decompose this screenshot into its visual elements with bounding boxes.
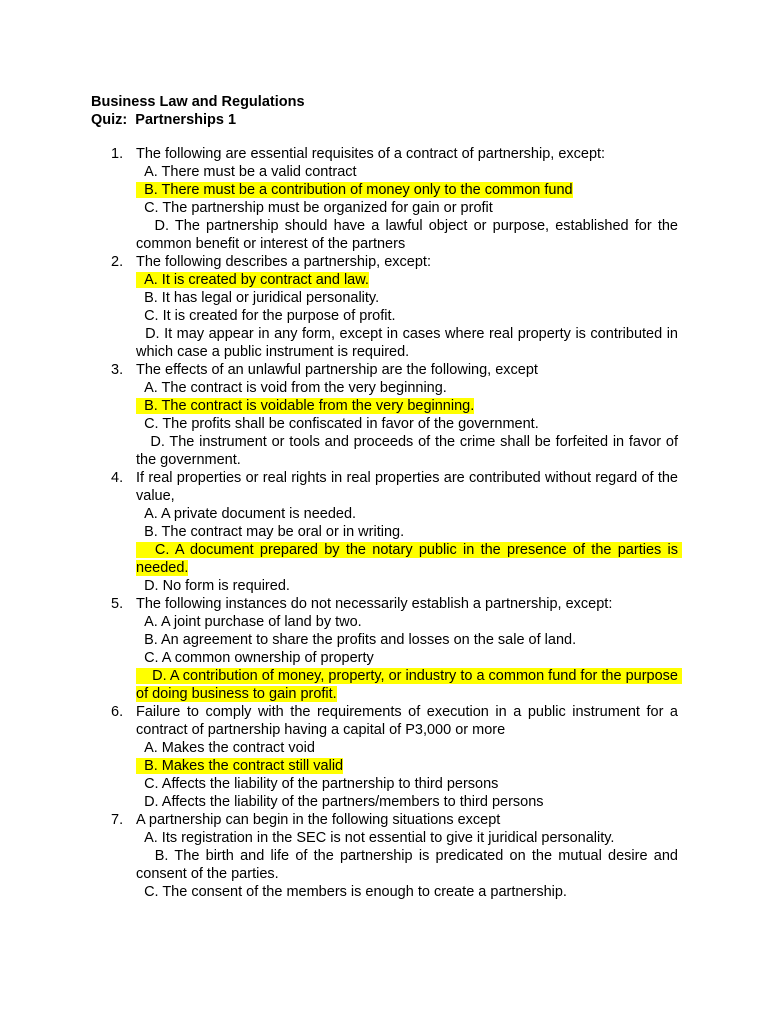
answer-option-text: C. The partnership must be organized for gain or profit	[136, 200, 493, 216]
question-text: The following describes a partnership, except:	[136, 254, 431, 270]
answer-option	[136, 415, 678, 433]
question-text: The following instances do not necessarily establish a partnership, except:	[136, 596, 613, 612]
question-text: The effects of an unlawful partnership are the following, except	[136, 362, 538, 378]
question-number: 3.	[111, 362, 124, 378]
question-item	[91, 145, 683, 253]
answer-option-text: D. Affects the liability of the partners/members to third persons	[136, 794, 544, 810]
answer-option	[136, 631, 678, 649]
answer-option-text: C. A document prepared by the notary public in the presence of the parties is needed.	[136, 542, 683, 576]
question-number: 6.	[111, 704, 124, 720]
answer-option	[136, 775, 678, 793]
answer-option-text: A. Makes the contract void	[136, 740, 315, 756]
answer-option-text: A. A private document is needed.	[136, 506, 357, 522]
question-number: 4.	[111, 470, 124, 486]
answer-option-text: C. Affects the liability of the partnership to third persons	[136, 776, 499, 792]
question-text: Failure to comply with the requirements of execution in a public instrument for a contract of partnership having a capital of P3,000 or more	[136, 704, 678, 738]
answer-option-text: D. It may appear in any form, except in cases where real property is contributed in which case a public instrument is required.	[136, 326, 683, 360]
answer-option-text: D. The instrument or tools and proceeds of the crime shall be forfeited in favor of the government.	[136, 434, 683, 468]
answer-option	[136, 793, 678, 811]
answer-option	[136, 433, 683, 469]
answer-option-highlighted	[136, 271, 678, 289]
answer-option-text: B. Makes the contract still valid	[136, 758, 344, 774]
answer-option-text: A. A joint purchase of land by two.	[136, 614, 362, 630]
question-number: 2.	[111, 254, 124, 270]
answer-option	[136, 289, 678, 307]
document-title: Business Law and Regulations	[91, 94, 305, 110]
answer-option	[136, 523, 678, 541]
answer-option	[136, 307, 678, 325]
answer-option-text: D. A contribution of money, property, or industry to a common fund for the purpose of doing business to gain profit.	[136, 668, 683, 702]
answer-option-text: B. It has legal or juridical personality.	[136, 290, 380, 306]
question-number: 1.	[111, 146, 124, 162]
question-item	[91, 703, 678, 811]
answer-option	[136, 829, 678, 847]
question-item	[91, 361, 683, 469]
question-text: If real properties or real rights in real properties are contributed without regard of the value,	[136, 470, 678, 504]
answer-option-text: B. An agreement to share the profits and losses on the sale of land.	[136, 632, 577, 648]
document-header	[91, 93, 305, 129]
answer-option	[136, 883, 678, 901]
question-item	[91, 811, 683, 901]
question-item	[91, 253, 683, 361]
answer-option-text: A. There must be a valid contract	[136, 164, 357, 180]
answer-option-text: C. It is created for the purpose of profit.	[136, 308, 396, 324]
answer-option-text: B. The contract may be oral or in writing.	[136, 524, 405, 540]
answer-option-highlighted	[136, 181, 678, 199]
answer-option	[136, 379, 678, 397]
answer-option	[136, 613, 678, 631]
answer-option-text: C. The consent of the members is enough to create a partnership.	[136, 884, 567, 900]
answer-option	[136, 217, 683, 253]
answer-option	[136, 163, 678, 181]
answer-option	[136, 847, 683, 883]
answer-option	[136, 199, 678, 217]
answer-option-text: C. The profits shall be confiscated in favor of the government.	[136, 416, 539, 432]
question-number: 7.	[111, 812, 124, 828]
answer-option-text: D. No form is required.	[136, 578, 290, 594]
answer-option-text: C. A common ownership of property	[136, 650, 374, 666]
question-text: The following are essential requisites of a contract of partnership, except:	[136, 146, 606, 162]
answer-option	[136, 505, 678, 523]
question-text: A partnership can begin in the following situations except	[136, 812, 501, 828]
answer-option-text: B. The contract is voidable from the very beginning.	[136, 398, 475, 414]
answer-option-highlighted	[136, 667, 683, 703]
answer-option-text: B. The birth and life of the partnership is predicated on the mutual desire and consent of the parties.	[136, 848, 683, 882]
answer-option-text: D. The partnership should have a lawful object or purpose, established for the common benefit or interest of the partners	[136, 218, 683, 252]
question-number: 5.	[111, 596, 124, 612]
answer-option-text: B. There must be a contribution of money only to the common fund	[136, 182, 573, 198]
quiz-title: Quiz: Partnerships 1	[91, 112, 237, 128]
question-item	[91, 595, 683, 703]
answer-option-text: A. Its registration in the SEC is not essential to give it juridical personality.	[136, 830, 615, 846]
question-list	[91, 145, 683, 901]
answer-option-highlighted	[136, 757, 678, 775]
answer-option-text: A. The contract is void from the very beginning.	[136, 380, 447, 396]
answer-option	[136, 739, 678, 757]
question-item	[91, 469, 683, 595]
answer-option-highlighted	[136, 541, 683, 577]
answer-option	[136, 577, 678, 595]
answer-option	[136, 649, 678, 667]
answer-option	[136, 325, 683, 361]
answer-option-text: A. It is created by contract and law.	[136, 272, 369, 288]
answer-option-highlighted	[136, 397, 678, 415]
